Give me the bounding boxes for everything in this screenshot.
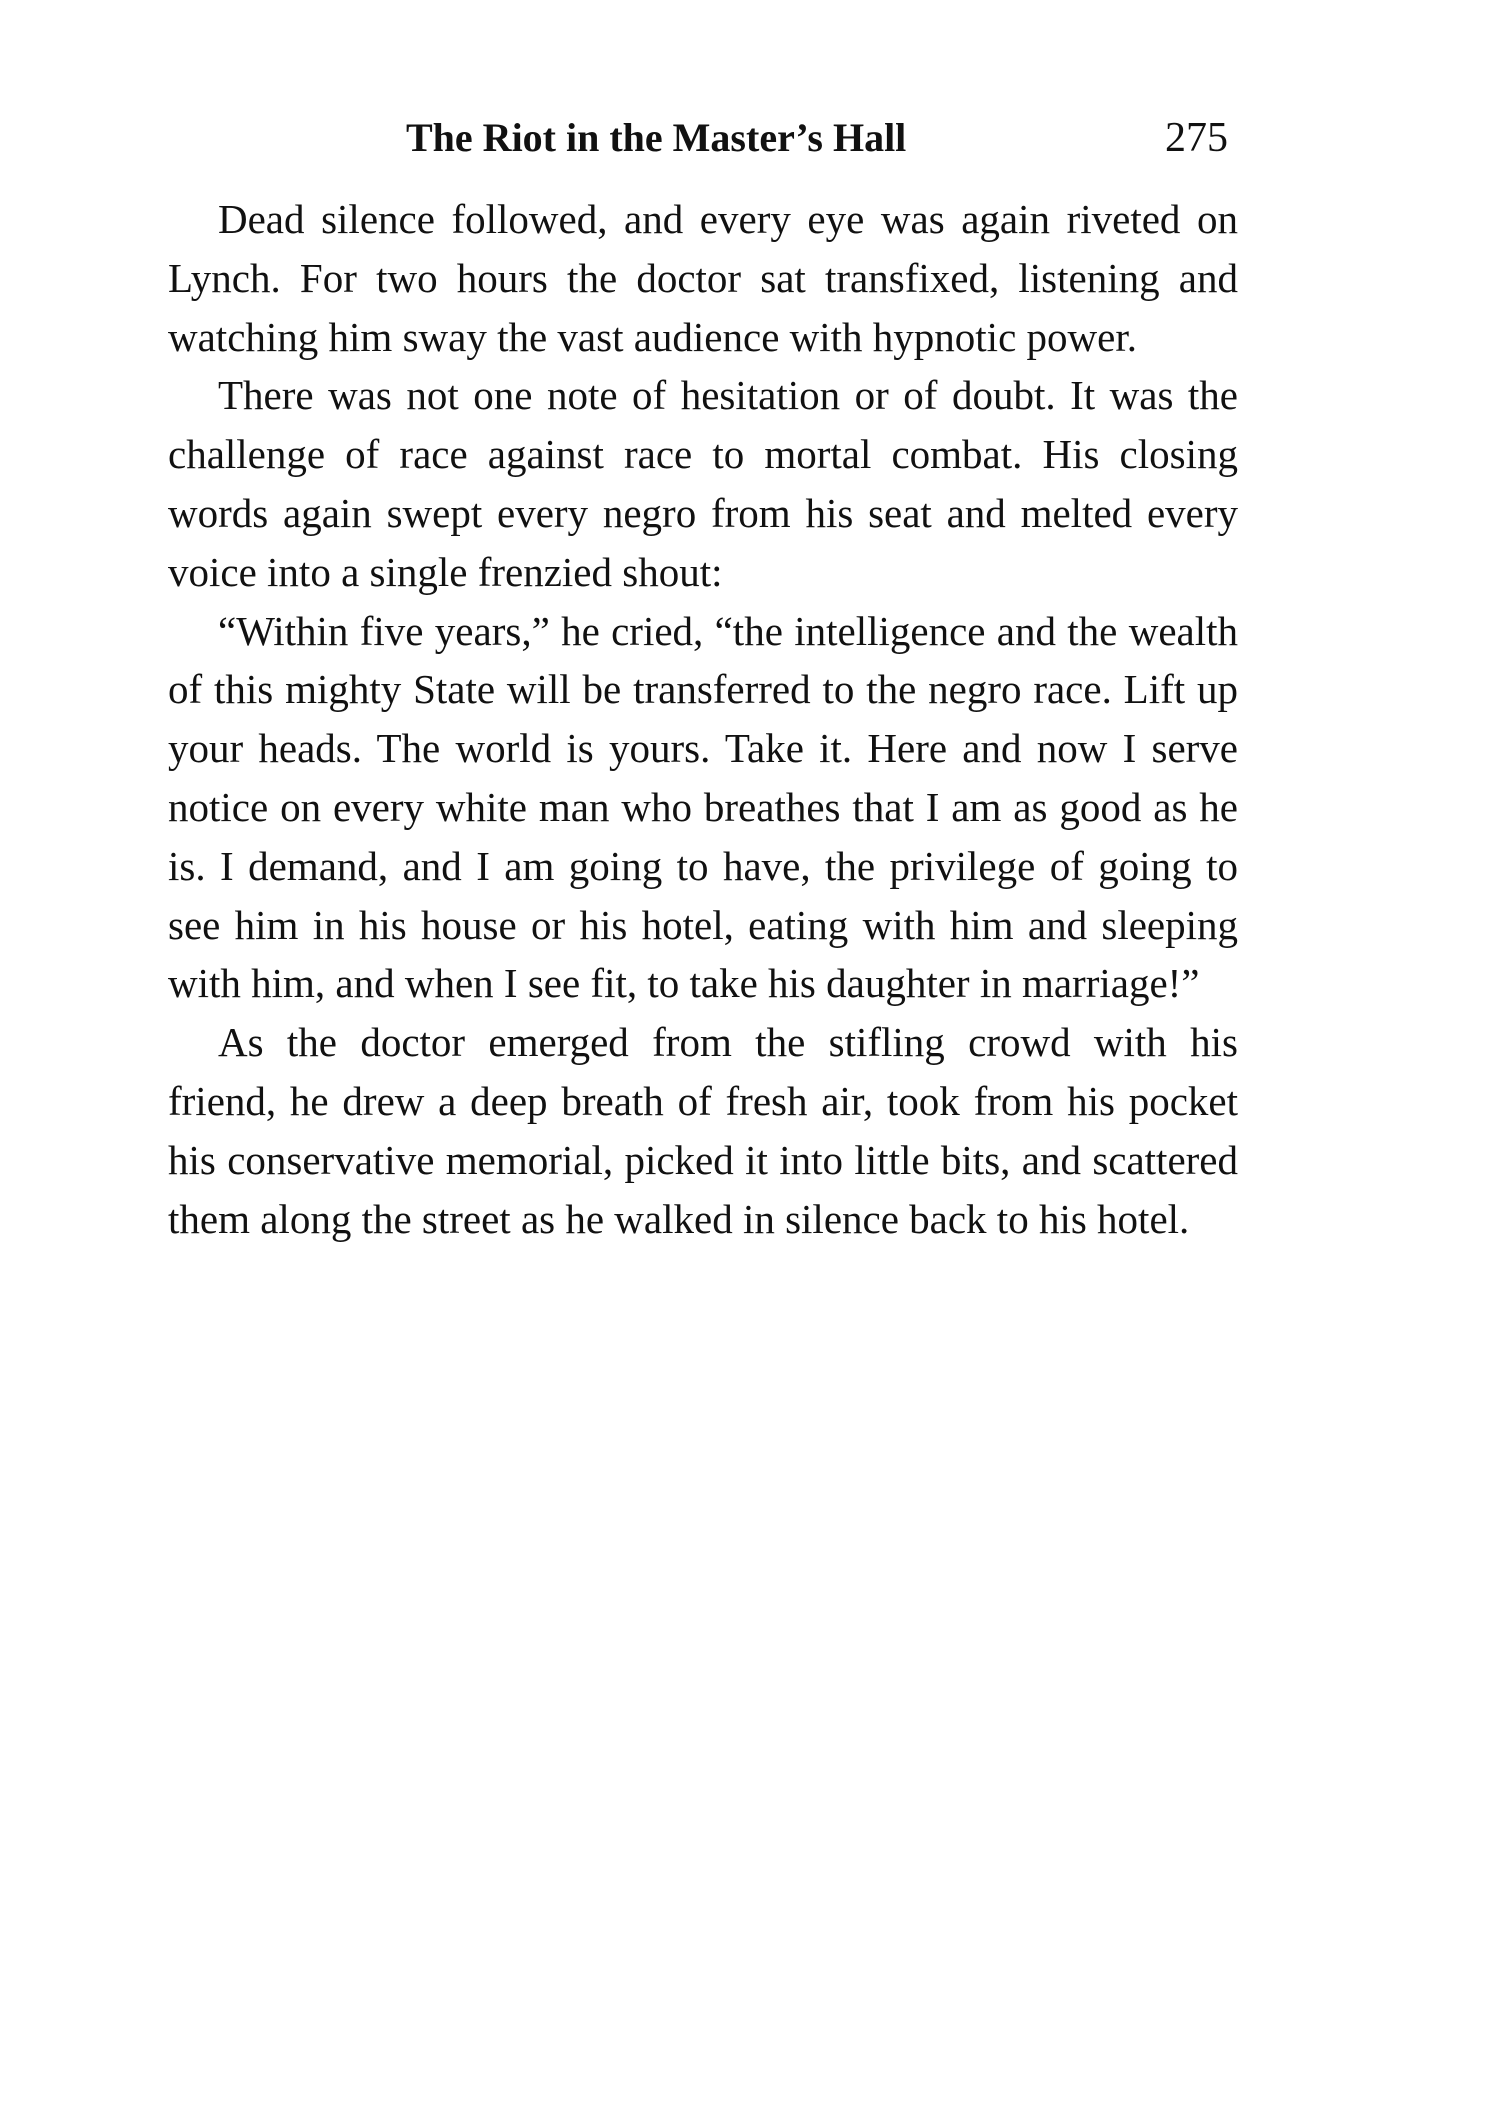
page-number: 275	[1165, 115, 1228, 161]
paragraph: There was not one note of hesitation or of doubt. It was the challenge of race against race to mortal combat. His closing words again swept every negro from his seat and melted every voice into a single frenzied shout:	[168, 372, 1238, 595]
paragraph: “Within five years,” he cried, “the intelligence and the wealth of this mighty State will be transferred to the negro race. Lift up your heads. The world is yours. Take it. Here and now I serve notice on every white man who breathes that I am as good as he is. I demand, and I am going to have, the privilege of going to see him in his house or his hotel, eating with him and sleeping with him, and when I see fit, to take his daughter in marriage!”	[168, 607, 1238, 1007]
running-title: The Riot in the Master’s Hall	[406, 115, 907, 160]
running-header	[168, 108, 1238, 168]
paragraph: Dead silence followed, and every eye was again riveted on Lynch. For two hours the doctor sat transfixed, listening and watching him sway the vast audience with hypnotic power.	[168, 196, 1238, 360]
body-text	[168, 190, 1238, 1248]
paragraph: As the doctor emerged from the stifling crowd with his friend, he drew a deep breath of fresh air, took from his pocket his conservative memorial, picked it into little bits, and scattered them along the street as he walked in silence back to his hotel.	[168, 1019, 1238, 1242]
